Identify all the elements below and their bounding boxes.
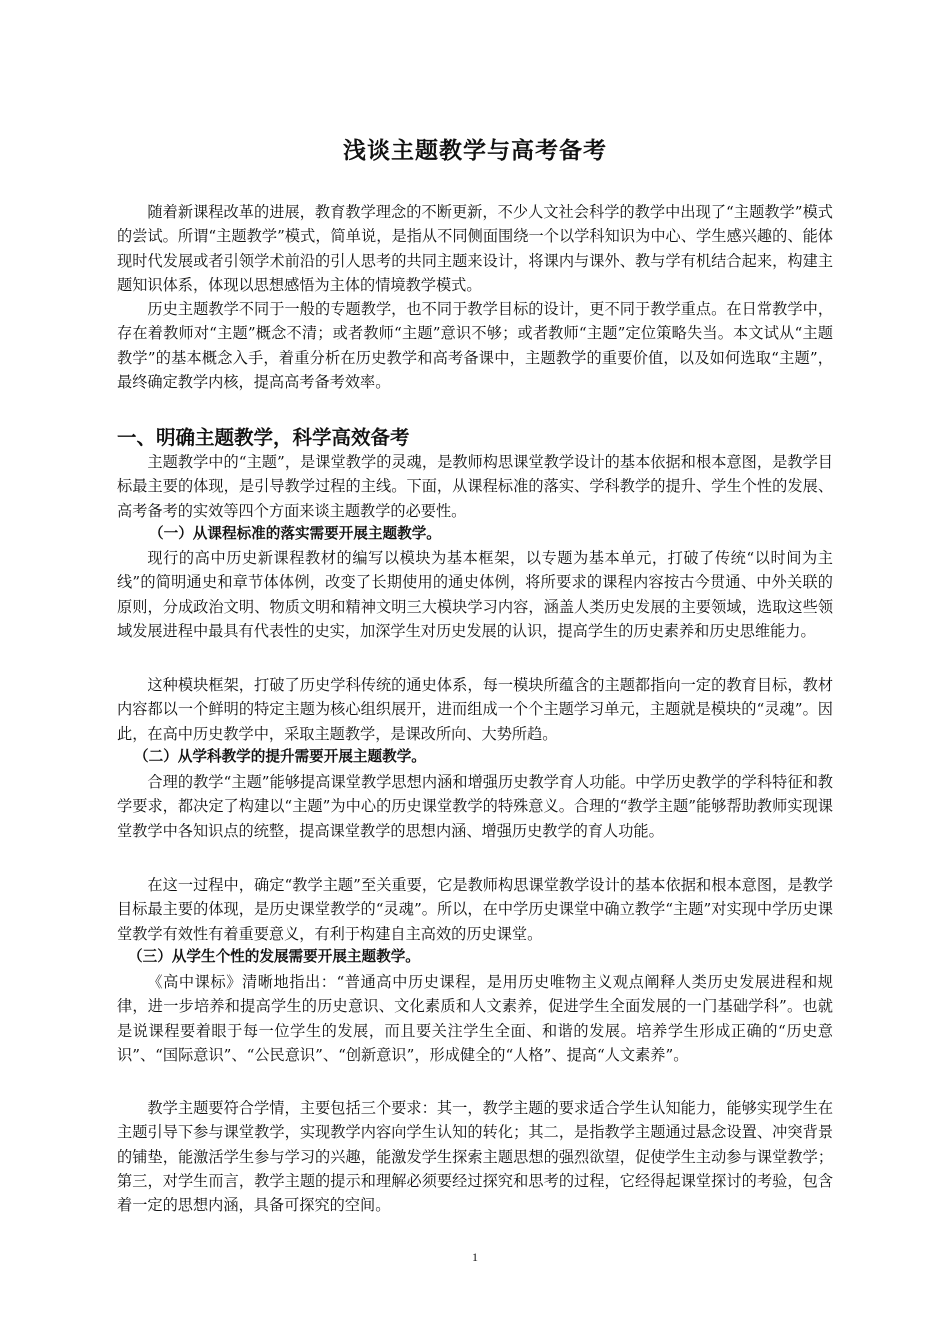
page-number: 1 bbox=[472, 1250, 478, 1264]
intro-paragraph-1: 随着新课程改革的进展，教育教学理念的不断更新，不少人文社会科学的教学中出现了“主题教学”模式的尝试。所谓“主题教学”模式，简单说，是指从不同侧面围绕一个以学科知识为中心、学生感兴趣的、能体现时代发展或者引领学术前沿的引人思考的共同主题来设计，将课内与课外、教与学有机结合起来，构建主题知识体系，体现以思想感悟为主体的情境教学模式。 bbox=[117, 203, 833, 294]
section-1-intro: 主题教学中的“主题”，是课堂教学的灵魂，是教师构思课堂教学设计的基本依据和根本意图，是教学目标最主要的体现，是引导教学过程的主线。下面，从课程标准的落实、学科教学的提升、学生个性的发展、高考备考的实效等四个方面来谈主题教学的必要性。 bbox=[117, 453, 833, 520]
subsection-3-paragraph-1: 《高中课标》清晰地指出：“普通高中历史课程，是用历史唯物主义观点阐释人类历史发展进程和规律，进一步培养和提高学生的历史意识、文化素质和人文素养，促进学生全面发展的一门基础学科”。也就是说课程要着眼于每一位学生的发展，而且要关注学生全面、和谐的发展。培养学生形成正确的“历史意识”、“国际意识”、“公民意识”、“创新意识”，形成健全的“人格”、提高“人文素养”。 bbox=[117, 973, 833, 1064]
section-1-heading: 一、明确主题教学，科学高效备考 bbox=[117, 426, 410, 449]
subsection-2-paragraph-2: 在这一过程中，确定“教学主题”至关重要，它是教师构思课堂教学设计的基本依据和根本意图，是教学目标最主要的体现，是历史课堂教学的“灵魂”。所以，在中学历史课堂中确立教学“主题”对实现中学历史课堂教学有效性有着重要意义，有利于构建自主高效的历史课堂。 bbox=[117, 876, 833, 943]
document-title: 浅谈主题教学与高考备考 bbox=[343, 138, 607, 164]
subsection-3-paragraph-2: 教学主题要符合学情，主要包括三个要求：其一，教学主题的要求适合学生认知能力，能够实现学生在主题引导下参与课堂教学，实现教学内容向学生认知的转化；其二，是指教学主题通过悬念设置、冲突背景的铺垫，能激活学生参与学习的兴趣，能激发学生探索主题思想的强烈欲望，促使学生主动参与课堂教学；第三，对学生而言，教学主题的提示和理解必须要经过探究和思考的过程，它经得起课堂探讨的考验，包含着一定的思想内涵，具备可探究的空间。 bbox=[117, 1099, 833, 1215]
subsection-1-paragraph-1: 现行的高中历史新课程教材的编写以模块为基本框架，以专题为基本单元，打破了传统“以时间为主线”的简明通史和章节体体例，改变了长期使用的通史体例，将所要求的课程内容按古今贯通、中外关联的原则，分成政治文明、物质文明和精神文明三大模块学习内容，涵盖人类历史发展的主要领域，选取这些领域发展进程中最具有代表性的史实，加深学生对历史发展的认识，提高学生的历史素养和历史思维能力。 bbox=[117, 549, 833, 640]
intro-paragraph-2: 历史主题教学不同于一般的专题教学，也不同于教学目标的设计，更不同于教学重点。在日常教学中，存在着教师对“主题”概念不清；或者教师“主题”意识不够；或者教师“主题”定位策略失当。本文试从“主题教学”的基本概念入手，着重分析在历史教学和高考备课中，主题教学的重要价值，以及如何选取“主题”，最终确定教学内核，提高高考备考效率。 bbox=[117, 300, 833, 391]
subsection-2-paragraph-1: 合理的教学“主题”能够提高课堂教学思想内涵和增强历史教学育人功能。中学历史教学的学科特征和教学要求，都决定了构建以“主题”为中心的历史课堂教学的特殊意义。合理的“教学主题”能够帮助教师实现课堂教学中各知识点的统整，提高课堂教学的思想内涵、增强历史教学的育人功能。 bbox=[117, 773, 833, 840]
subsection-3-heading: （三）从学生个性的发展需要开展主题教学。 bbox=[128, 948, 420, 965]
subsection-1-heading: （一）从课程标准的落实需要开展主题教学。 bbox=[149, 525, 441, 542]
subsection-1-paragraph-2: 这种模块框架，打破了历史学科传统的通史体系，每一模块所蕴含的主题都指向一定的教育目标，教材内容都以一个鲜明的特定主题为核心组织展开，进而组成一个个主题学习单元，主题就是模块的“灵魂”。因此，在高中历史教学中，采取主题教学，是课改所向、大势所趋。 bbox=[117, 676, 833, 743]
subsection-2-heading: （二）从学科教学的提升需要开展主题教学。 bbox=[134, 748, 426, 765]
